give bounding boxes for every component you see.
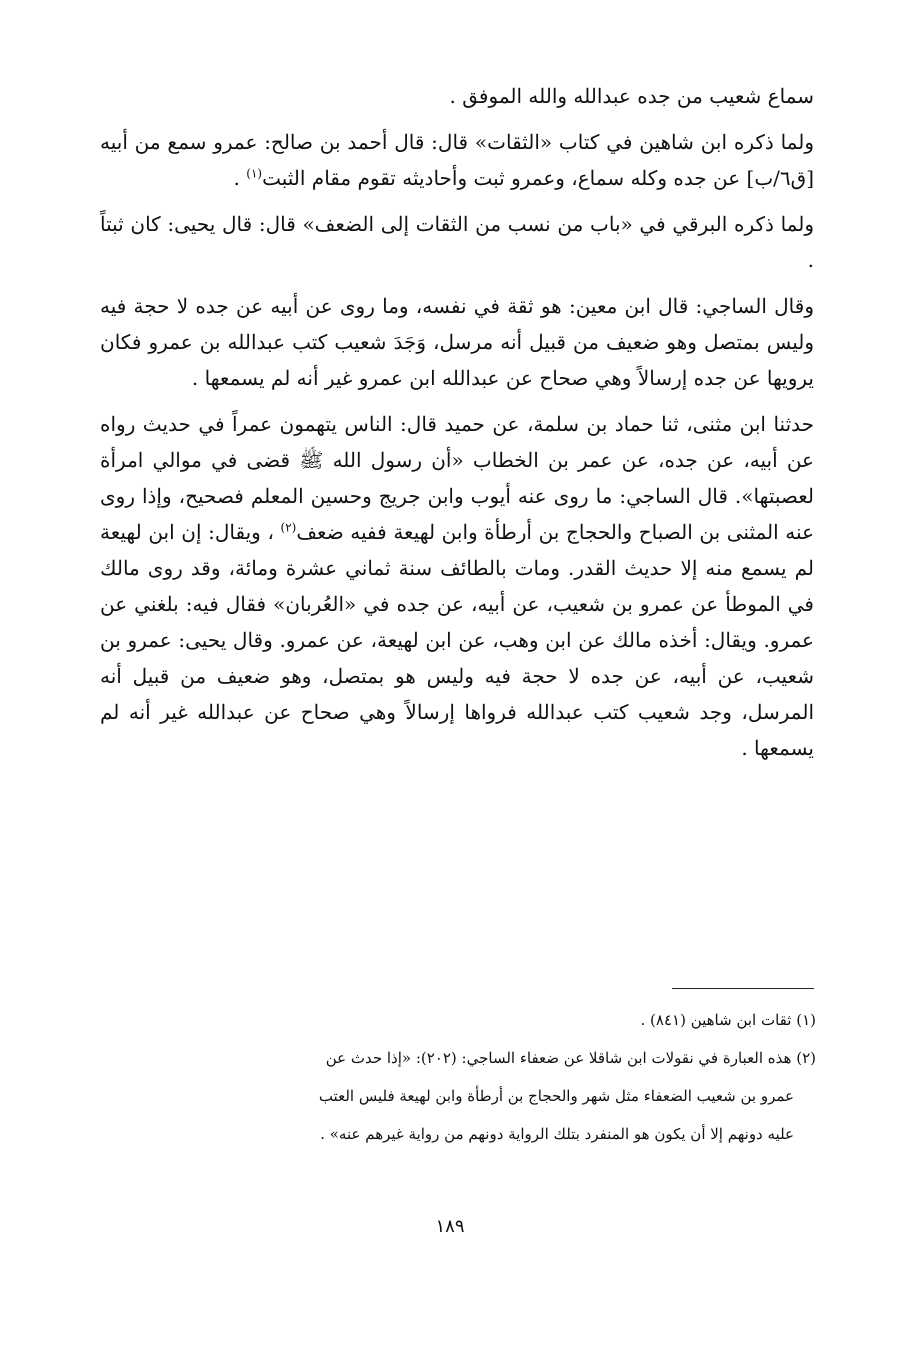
paragraph-5 <box>100 406 814 766</box>
paragraph-2-end: . <box>233 166 247 190</box>
paragraph-4: وقال الساجي: قال ابن معين: هو ثقة في نفسه، وما روى عن أبيه عن جده لا حجة فيه وليس بمتصل وهو ضعيف من قبيل أنه مرسل، وَجَدَ شعيب كتب عبدالله بن عمرو فكان يرويها عن جده إرسالاً وهي صحاح عن عبدالله ابن عمرو غير أنه لم يسمعها . <box>100 294 814 390</box>
footnotes <box>124 1003 816 1155</box>
footnote-ref-2[interactable]: (٢) <box>280 520 297 535</box>
footnote-separator <box>672 988 814 989</box>
footnote-ref-1[interactable]: (١) <box>246 166 263 181</box>
page-number: ١٨٩ <box>435 1216 465 1237</box>
main-text <box>100 78 814 776</box>
footnote-2-line-3: عليه دونهم إلا أن يكون هو المنفرد بتلك الرواية دونهم من رواية غيرهم عنه» . <box>320 1125 794 1143</box>
paragraph-5-text: حدثنا ابن مثنى، ثنا حماد بن سلمة، عن حميد قال: الناس يتهمون عمراً في حديث رواه عن أبيه، عن جده، عن عمر بن الخطاب «أن رسول الله ﷺ قضى في موالي امرأة لعصبتها». قال الساجي: ما روى عنه أيوب وابن جريج وحسين المعلم فصحيح، وإذا روى عنه المثنى بن الصباح والحجاج بن أرطأة وابن لهيعة ففيه ضعف <box>100 412 814 544</box>
paragraph-2-text: ولما ذكره ابن شاهين في كتاب «الثقات» قال: قال أحمد بن صالح: عمرو سمع من أبيه [ق٦/ب] عن جده وكله سماع، وعمرو ثبت وأحاديثه تقوم مقام الثبت <box>100 130 814 190</box>
footnote-2-line-2: عمرو بن شعيب الضعفاء مثل شهر والحجاج بن أرطأة وابن لهيعة فليس العتب <box>318 1087 794 1105</box>
paragraph-1: سماع شعيب من جده عبدالله والله الموفق . <box>449 84 814 108</box>
footnote-1: (١) ثقات ابن شاهين (٨٤١) . <box>640 1011 816 1029</box>
paragraph-3: ولما ذكره البرقي في «باب من نسب من الثقات إلى الضعف» قال: قال يحيى: كان ثبتاً . <box>100 212 814 272</box>
paragraph-2 <box>100 124 814 196</box>
footnote-2: (٢) هذه العبارة في نقولات ابن شاقلا عن ضعفاء الساجي: (٢٠٢): «إذا حدث عن <box>325 1049 816 1067</box>
paragraph-5-continuation: ، ويقال: إن ابن لهيعة لم يسمع منه إلا حديث القدر. ومات بالطائف سنة ثماني عشرة ومائة، وقد روى مالك في الموطأ عن عمرو بن شعيب، عن أبيه، عن جده في «العُربان» فقال فيه: بلغني عن عمرو. ويقال: أخذه مالك عن ابن وهب، عن ابن لهيعة، عن عمرو. وقال يحيى: عمرو بن شعيب، عن أبيه، عن جده لا حجة فيه وليس هو بمتصل، وهو ضعيف من قبيل أنه المرسل، وجد شعيب كتب عبدالله فرواها إرسالاً وهي صحاح عن عبدالله غير أنه لم يسمعها . <box>100 520 814 760</box>
